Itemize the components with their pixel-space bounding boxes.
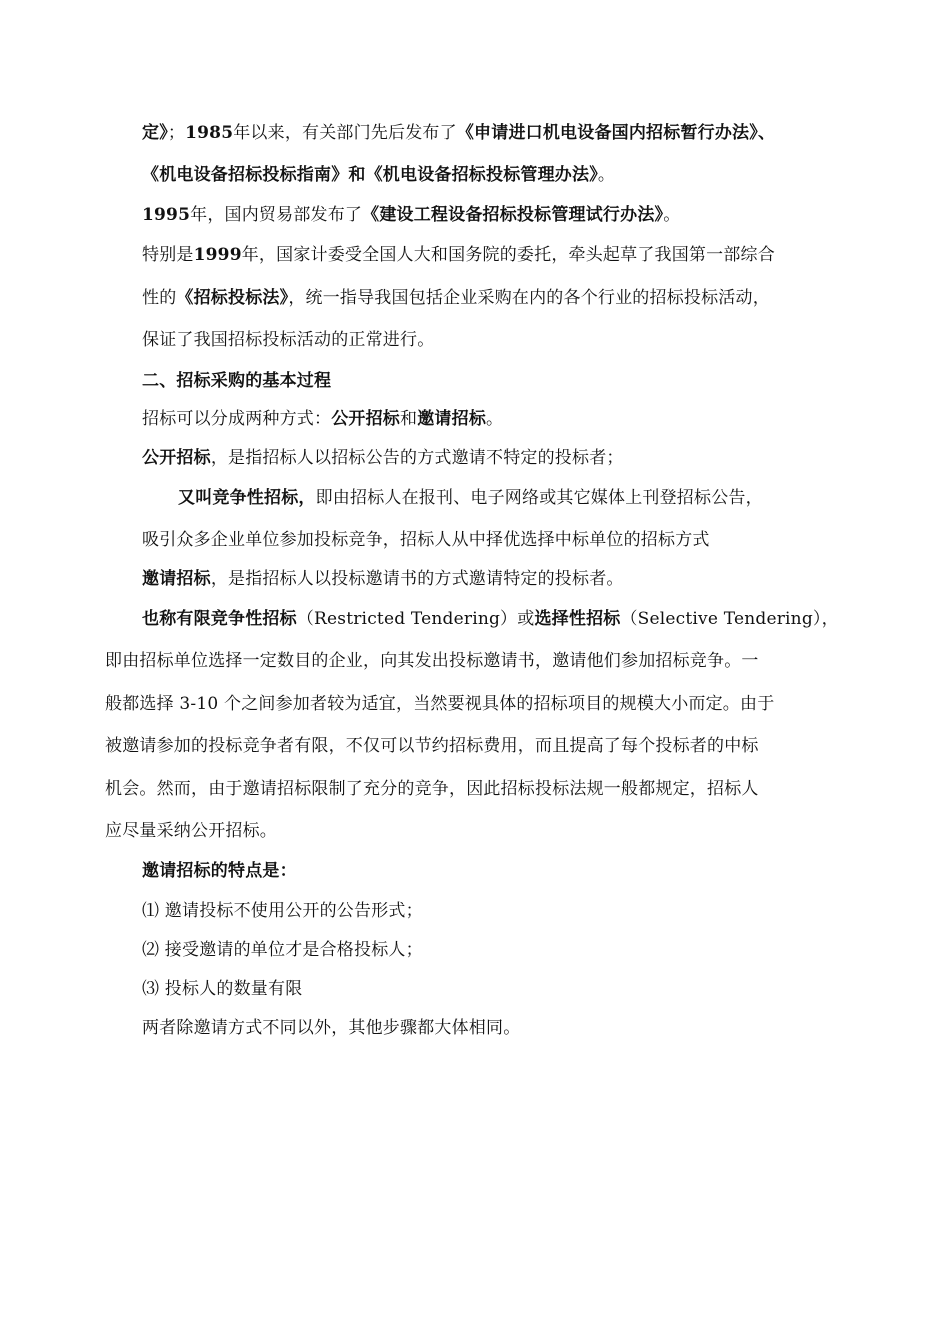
text-segment: ，是指招标人以投标邀请书的方式邀请特定的投标者。 bbox=[210, 569, 624, 589]
bold-text: 邀请招标的特点是： bbox=[142, 861, 297, 881]
features-heading bbox=[142, 859, 297, 883]
bold-text: 二、招标采购的基本过程 bbox=[142, 371, 332, 391]
text-segment: 机会。然而，由于邀请招标限制了充分的竞争，因此招标投标法规一般都规定，招标人 bbox=[105, 779, 759, 799]
bold-text: 公开招标 bbox=[142, 448, 211, 468]
text-line-3 bbox=[142, 203, 680, 227]
bold-text: 《建设工程设备招标投标管理试行办法》 bbox=[362, 205, 664, 225]
text-line-23 bbox=[142, 1016, 520, 1040]
text-line-1 bbox=[142, 121, 775, 145]
text-segment: 特别是 bbox=[142, 245, 194, 265]
list-item-3 bbox=[142, 977, 302, 1001]
text-segment: ⑶ 投标人的数量有限 bbox=[142, 979, 303, 999]
bold-text: 《招标投标法》 bbox=[176, 288, 289, 308]
text-line-12 bbox=[142, 567, 624, 591]
bold-text: 1995 bbox=[142, 205, 191, 225]
text-segment: 年，国家计委受全国人大和国务院的委托，牵头起草了我国第一部综合 bbox=[241, 245, 775, 265]
text-segment: 即由招标人在报刊、电子网络或其它媒体上刊登招标公告， bbox=[315, 488, 763, 508]
text-line-11 bbox=[142, 528, 710, 552]
text-line-5 bbox=[142, 286, 770, 310]
text-segment: 性的 bbox=[142, 288, 177, 308]
text-segment: 年，国内贸易部发布了 bbox=[190, 205, 363, 225]
bold-text: 邀请招标 bbox=[142, 569, 211, 589]
text-segment: ； bbox=[167, 123, 186, 143]
section-heading bbox=[142, 369, 331, 393]
text-segment: ，统一指导我国包括企业采购在内的各个行业的招标投标活动， bbox=[288, 288, 770, 308]
bold-text: 也称有限竞争性招标 bbox=[142, 609, 297, 629]
bold-text: 又叫竞争性招标， bbox=[178, 488, 316, 508]
text-line-18 bbox=[105, 819, 277, 843]
text-segment: 。 bbox=[597, 165, 616, 185]
text-line-17 bbox=[105, 777, 759, 801]
text-segment: （Restricted Tendering）或 bbox=[296, 609, 535, 629]
bold-text: 1985 bbox=[185, 123, 234, 143]
text-segment: 应尽量采纳公开招标。 bbox=[105, 821, 277, 841]
text-line-10 bbox=[178, 486, 763, 510]
text-segment: 被邀请参加的投标竞争者有限，不仅可以节约招标费用，而且提高了每个投标者的中标 bbox=[105, 736, 759, 756]
text-segment: 年以来，有关部门先后发布了 bbox=[233, 123, 457, 143]
list-item-1 bbox=[142, 899, 423, 923]
bold-text: 选择性招标 bbox=[534, 609, 621, 629]
bold-text: 1999 bbox=[193, 245, 242, 265]
text-segment: 。 bbox=[663, 205, 681, 225]
text-segment: 般都选择 3-10 个之间参加者较为适宜，当然要视具体的招标项目的规模大小而定。由于 bbox=[105, 694, 775, 714]
text-segment: 。 bbox=[486, 409, 504, 429]
text-line-14 bbox=[105, 649, 759, 673]
bold-text: 《机电设备招标投标指南》和《机电设备招标投标管理办法》 bbox=[142, 165, 598, 185]
text-segment: 保证了我国招标投标活动的正常进行。 bbox=[142, 330, 435, 350]
bold-text: 《申请进口机电设备国内招标暂行办法》、 bbox=[456, 123, 776, 143]
text-segment: 吸引众多企业单位参加投标竞争，招标人从中择优选择中标单位的招标方式 bbox=[142, 530, 710, 550]
text-line-15 bbox=[105, 692, 774, 716]
text-segment: ，是指招标人以招标公告的方式邀请不特定的投标者； bbox=[210, 448, 624, 468]
bold-text: 邀请招标 bbox=[417, 409, 487, 429]
text-line-9 bbox=[142, 446, 624, 470]
text-segment: ⑴ 邀请投标不使用公开的公告形式； bbox=[142, 901, 423, 921]
list-item-2 bbox=[142, 938, 423, 962]
text-line-2 bbox=[142, 163, 615, 187]
text-line-16 bbox=[105, 734, 759, 758]
text-segment: 和 bbox=[400, 409, 418, 429]
text-segment: 两者除邀请方式不同以外，其他步骤都大体相同。 bbox=[142, 1018, 521, 1038]
text-segment: 即由招标单位选择一定数目的企业，向其发出投标邀请书，邀请他们参加招标竞争。一 bbox=[105, 651, 759, 671]
text-line-6 bbox=[142, 328, 434, 352]
text-segment: 招标可以分成两种方式： bbox=[142, 409, 332, 429]
text-line-13 bbox=[142, 607, 839, 631]
text-line-8 bbox=[142, 407, 503, 431]
text-segment: （Selective Tendering）， bbox=[620, 609, 839, 629]
text-segment: ⑵ 接受邀请的单位才是合格投标人； bbox=[142, 940, 423, 960]
bold-text: 公开招标 bbox=[331, 409, 401, 429]
text-line-4 bbox=[142, 243, 775, 267]
bold-text: 定》 bbox=[142, 123, 168, 143]
